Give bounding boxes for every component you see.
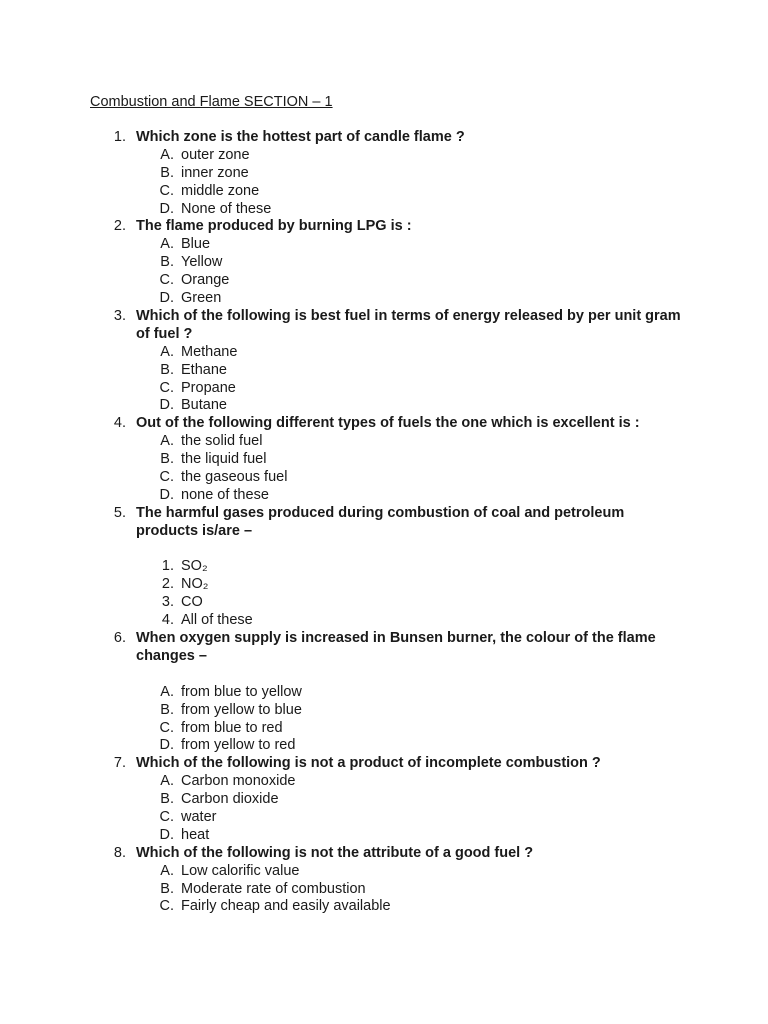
option-label: A. (160, 433, 174, 450)
option-label: A. (160, 146, 174, 163)
option-text: Carbon dioxide (181, 791, 279, 808)
option-text: from blue to yellow (181, 683, 302, 700)
option-label: D. (159, 200, 174, 217)
option-label: C. (159, 469, 174, 485)
option-label: C. (159, 809, 174, 825)
option-text: inner zone (181, 164, 249, 181)
answer-option (0, 272, 768, 290)
question-number: 4. (113, 415, 126, 432)
option-text: heat (181, 826, 210, 843)
answer-option (0, 487, 768, 505)
question-item (0, 129, 768, 218)
option-text: from yellow to blue (181, 701, 302, 718)
option-text: the gaseous fuel (181, 469, 288, 485)
option-label: A. (160, 683, 174, 700)
answer-option (0, 183, 768, 201)
option-text: Carbon monoxide (181, 773, 296, 790)
question-item (0, 755, 768, 844)
answer-option (0, 827, 768, 845)
answer-option (0, 344, 768, 362)
option-label: A. (160, 343, 174, 360)
option-label: D. (159, 737, 174, 754)
question-item (0, 845, 768, 917)
option-label: 4. (161, 612, 174, 629)
answer-option (0, 720, 768, 738)
option-text: None of these (181, 200, 272, 217)
option-text: the solid fuel (181, 433, 263, 450)
answer-option (0, 898, 768, 916)
answer-option (0, 236, 768, 254)
option-text: water (181, 809, 217, 825)
question-number: 6. (113, 630, 126, 647)
answer-option (0, 594, 768, 612)
question-item (0, 630, 768, 755)
option-text: outer zone (181, 146, 250, 163)
answer-option (0, 881, 768, 899)
question-number: 3. (113, 307, 126, 324)
option-label: C. (159, 719, 174, 736)
answer-option (0, 254, 768, 272)
option-text: SO₂ (181, 558, 208, 575)
question-text: The flame produced by burning LPG is : (136, 218, 412, 235)
answer-option (0, 612, 768, 630)
answer-option (0, 451, 768, 469)
option-label: B. (160, 880, 174, 897)
option-label: B. (160, 164, 174, 181)
answer-option (0, 165, 768, 183)
option-text: CO (181, 594, 203, 611)
option-text: Butane (181, 397, 227, 414)
option-label: A. (160, 236, 174, 253)
option-label: 2. (161, 576, 174, 593)
option-text: Low calorific value (181, 862, 300, 879)
option-label: D. (159, 486, 174, 503)
option-label: A. (160, 773, 174, 790)
question-item (0, 218, 768, 307)
option-label: 3. (161, 594, 174, 611)
answer-option (0, 362, 768, 380)
question-text: Which of the following is not a product of incomplete combustion ? (136, 755, 601, 772)
answer-option (0, 737, 768, 755)
option-text: from blue to red (181, 719, 283, 736)
answer-option (0, 684, 768, 702)
option-text: from yellow to red (181, 737, 296, 754)
option-label: C. (159, 272, 174, 289)
answer-option (0, 576, 768, 594)
option-label: B. (160, 451, 174, 468)
question-text: Out of the following different types of fuels the one which is excellent is : (136, 415, 640, 432)
answer-option (0, 380, 768, 398)
option-label: A. (160, 862, 174, 879)
option-text: Methane (181, 343, 238, 360)
answer-option (0, 290, 768, 308)
option-text: Moderate rate of combustion (181, 880, 366, 897)
option-text: NO₂ (181, 576, 209, 593)
option-label: C. (159, 182, 174, 199)
option-label: B. (160, 361, 174, 378)
answer-option (0, 773, 768, 791)
option-label: B. (160, 254, 174, 271)
question-text: When oxygen supply is increased in Bunsen burner, the colour of the flame changes – (136, 630, 656, 664)
answer-option (0, 558, 768, 576)
document-title: Combustion and Flame SECTION – 1 (90, 94, 333, 110)
answer-option (0, 863, 768, 881)
option-text: Orange (181, 272, 230, 289)
question-number: 7. (113, 755, 126, 772)
option-text: Fairly cheap and easily available (181, 898, 391, 915)
answer-option (0, 397, 768, 415)
question-item (0, 415, 768, 504)
option-text: Green (181, 290, 222, 307)
answer-option (0, 809, 768, 827)
answer-option (0, 791, 768, 809)
question-number: 2. (113, 218, 126, 235)
question-item (0, 308, 768, 415)
blank-line (0, 541, 768, 559)
option-text: All of these (181, 612, 253, 629)
question-list (0, 129, 768, 916)
question-item (0, 505, 768, 630)
blank-line (0, 666, 768, 684)
question-text: Which of the following is best fuel in terms of energy released by per unit gram of fuel ? (136, 307, 681, 342)
option-text: Ethane (181, 361, 227, 378)
option-label: 1. (161, 558, 174, 575)
option-label: D. (159, 397, 174, 414)
option-text: Blue (181, 236, 211, 253)
option-label: D. (159, 290, 174, 307)
option-text: Propane (181, 379, 236, 396)
option-label: C. (159, 379, 174, 396)
option-text: none of these (181, 486, 269, 503)
option-label: B. (160, 701, 174, 718)
answer-option (0, 469, 768, 487)
question-text: Which of the following is not the attribute of a good fuel ? (136, 844, 534, 861)
answer-option (0, 702, 768, 720)
answer-option (0, 201, 768, 219)
option-label: C. (159, 898, 174, 915)
option-text: middle zone (181, 182, 260, 199)
question-number: 8. (113, 844, 126, 861)
answer-option (0, 433, 768, 451)
question-number: 5. (113, 504, 126, 521)
answer-option (0, 147, 768, 165)
option-label: D. (159, 826, 174, 843)
question-text: The harmful gases produced during combustion of coal and petroleum products is/are – (136, 504, 625, 539)
option-text: Yellow (181, 254, 223, 271)
option-label: B. (160, 791, 174, 808)
question-text: Which zone is the hottest part of candle flame ? (136, 129, 465, 145)
question-number: 1. (113, 129, 126, 145)
option-text: the liquid fuel (181, 451, 267, 468)
